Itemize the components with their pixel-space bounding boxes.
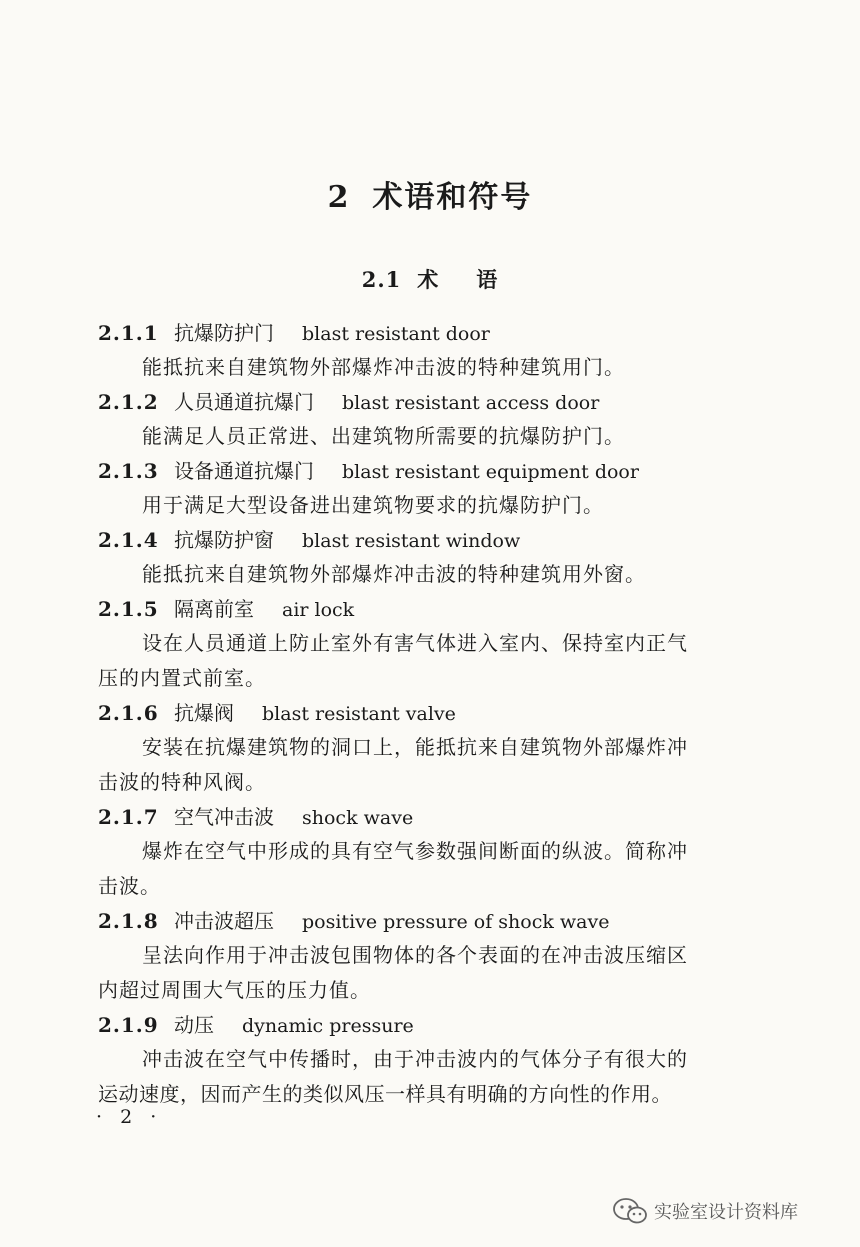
term-chinese: 抗爆防护门 (174, 321, 274, 345)
term-english: blast resistant valve (262, 703, 456, 725)
term-entry (98, 523, 738, 592)
term-definition-line: 冲击波在空气中传播时，由于冲击波内的气体分子有很大的 (142, 1047, 688, 1071)
chapter-title-text: 术语和符号 (372, 180, 533, 215)
term-number: 2.1.6 (98, 701, 159, 725)
watermark (612, 1196, 798, 1226)
term-number: 2.1.7 (98, 805, 159, 829)
term-number: 2.1.8 (98, 909, 159, 933)
term-number: 2.1.9 (98, 1013, 159, 1037)
term-definition-line: 安装在抗爆建筑物的洞口上，能抵抗来自建筑物外部爆炸冲 (142, 735, 688, 759)
watermark-text: 实验室设计资料库 (654, 1202, 798, 1223)
term-english: blast resistant equipment door (342, 461, 639, 483)
chapter-number: 2 (327, 180, 351, 215)
term-definition-line: 呈法向作用于冲击波包围物体的各个表面的在冲击波压缩区 (142, 943, 688, 967)
wechat-icon (612, 1197, 648, 1225)
term-definition: 能满足人员正常进、出建筑物所需要的抗爆防护门。 (142, 424, 625, 448)
chapter-title (0, 172, 860, 216)
section-title-char-1: 术 (417, 267, 477, 292)
term-entry (98, 800, 738, 904)
term-entry (98, 316, 738, 385)
term-chinese: 设备通道抗爆门 (174, 459, 314, 483)
term-english: blast resistant window (302, 530, 521, 552)
term-definition-line: 内超过周围大气压的压力值。 (98, 978, 371, 1002)
term-entry (98, 454, 738, 523)
section-title-char-2: 语 (476, 267, 499, 292)
section-title (0, 264, 860, 294)
term-list (98, 316, 738, 1112)
term-chinese: 隔离前室 (174, 597, 254, 621)
term-number: 2.1.3 (98, 459, 159, 483)
term-english: blast resistant door (302, 323, 490, 345)
term-definition-line: 击波的特种风阀。 (98, 770, 266, 794)
term-definition-line: 运动速度，因而产生的类似风压一样具有明确的方向性的作用。 (98, 1082, 672, 1106)
term-chinese: 冲击波超压 (174, 909, 274, 933)
term-chinese: 人员通道抗爆门 (174, 390, 314, 414)
page-number: · 2 · (96, 1106, 163, 1128)
term-english: blast resistant access door (342, 392, 600, 414)
term-entry (98, 696, 738, 800)
term-definition-line: 设在人员通道上防止室外有害气体进入室内、保持室内正气 (142, 631, 688, 655)
term-number: 2.1.4 (98, 528, 159, 552)
section-number: 2.1 (361, 267, 402, 292)
term-number: 2.1.1 (98, 321, 159, 345)
term-english: shock wave (302, 807, 414, 829)
term-chinese: 抗爆阀 (174, 701, 234, 725)
term-entry (98, 904, 738, 1008)
term-chinese: 动压 (174, 1013, 214, 1037)
term-entry (98, 592, 738, 696)
term-english: positive pressure of shock wave (302, 911, 610, 933)
term-definition: 能抵抗来自建筑物外部爆炸冲击波的特种建筑用外窗。 (142, 562, 646, 586)
term-entry (98, 385, 738, 454)
term-definition: 用于满足大型设备进出建筑物要求的抗爆防护门。 (142, 493, 604, 517)
term-english: dynamic pressure (242, 1015, 414, 1037)
term-definition-line: 击波。 (98, 874, 161, 898)
term-chinese: 空气冲击波 (174, 805, 274, 829)
term-number: 2.1.2 (98, 390, 159, 414)
term-english: air lock (282, 599, 355, 621)
term-definition: 能抵抗来自建筑物外部爆炸冲击波的特种建筑用门。 (142, 355, 625, 379)
term-definition-line: 爆炸在空气中形成的具有空气参数强间断面的纵波。简称冲 (142, 839, 688, 863)
term-number: 2.1.5 (98, 597, 159, 621)
term-entry (98, 1008, 738, 1112)
term-definition-line: 压的内置式前室。 (98, 666, 266, 690)
term-chinese: 抗爆防护窗 (174, 528, 274, 552)
